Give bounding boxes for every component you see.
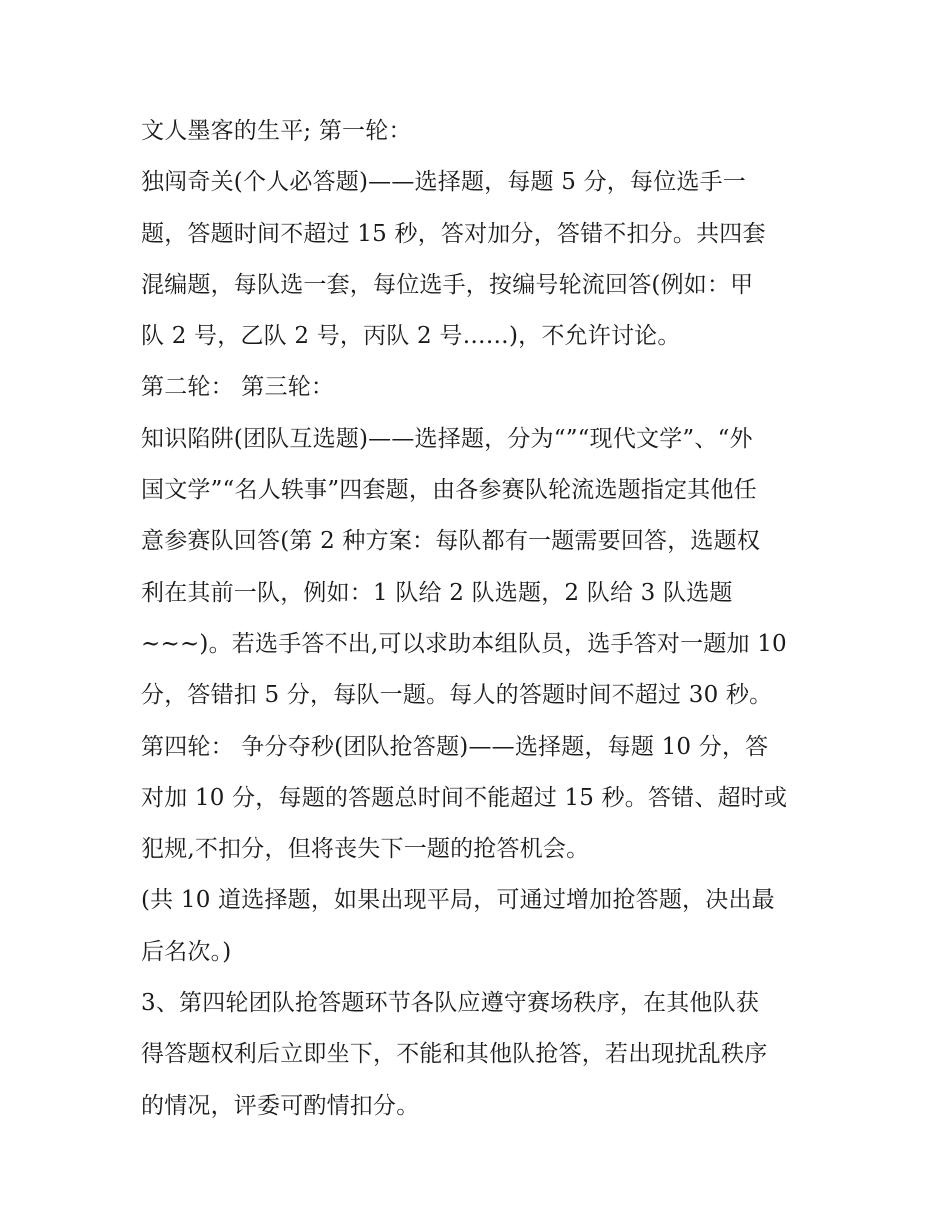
text-line: 文人墨客的生平; 第一轮：: [141, 118, 412, 144]
text-line: 犯规,不扣分，但将丧失下一题的抢答机会。: [141, 836, 590, 863]
text-line: 题，答题时间不超过 15 秒，答对加分，答错不扣分。共四套: [141, 220, 766, 247]
text-line: 知识陷阱(团队互选题)——选择题，分为“”“现代文学”、“外: [141, 425, 753, 452]
text-line: 的情况，评委可酌情扣分。: [141, 1092, 420, 1119]
text-line: 混编题，每队选一套，每位选手，按编号轮流回答(例如：甲: [141, 271, 754, 298]
text-line: 队 2 号，乙队 2 号，丙队 2 号……)，不允许讨论。: [141, 323, 681, 350]
text-line: 独闯奇关(个人必答题)——选择题，每题 5 分，每位选手一: [141, 169, 747, 196]
text-line: ~~~)。若选手答不出,可以求助本组队员，选手答对一题加 10: [141, 630, 787, 657]
text-line: 国文学”“名人轶事”四套题，由各参赛队轮流选题指定其他任: [141, 477, 757, 504]
text-line: 后名次。): [141, 938, 232, 965]
text-line: 分，答错扣 5 分，每队一题。每人的答题时间不超过 30 秒。: [141, 682, 773, 709]
text-line: 得答题权利后立即坐下，不能和其他队抢答，若出现扰乱秩序: [141, 1041, 768, 1068]
text-line: 第二轮： 第三轮：: [141, 374, 335, 401]
text-line: 第四轮： 争分夺秒(团队抢答题)——选择题，每题 10 分，答: [141, 733, 769, 760]
text-line: 3、第四轮团队抢答题环节各队应遵守赛场秩序，在其他队获: [141, 990, 760, 1017]
document-body: [141, 106, 821, 1132]
text-line: 利在其前一队，例如：1 队给 2 队选题，2 队给 3 队选题: [141, 579, 733, 606]
text-line: 对加 10 分，每题的答题总时间不能超过 15 秒。答错、超时或: [141, 784, 788, 811]
text-line: (共 10 道选择题，如果出现平局，可通过增加抢答题，决出最: [141, 887, 775, 914]
text-line: 意参赛队回答(第 2 种方案：每队都有一题需要回答，选题权: [141, 528, 761, 555]
